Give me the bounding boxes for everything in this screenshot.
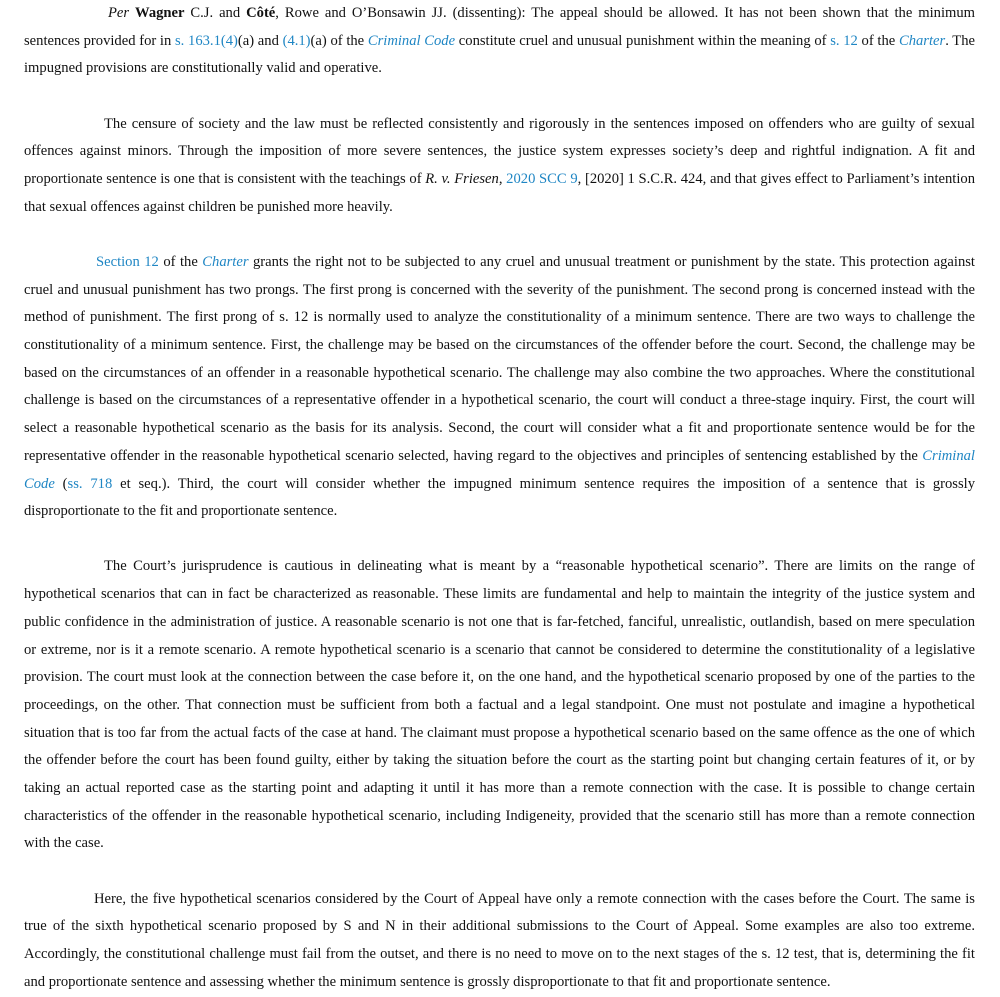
paragraph-reasonable-hypothetical — [24, 553, 975, 858]
link-charter[interactable]: Charter — [898, 32, 946, 49]
text-run: constitute cruel and unusual punishment within the meaning of — [455, 32, 831, 49]
link-section-12[interactable]: Section 12 — [96, 253, 159, 270]
link-ss-718[interactable]: ss. 718 — [67, 475, 113, 492]
paragraph-dissent-summary — [24, 0, 975, 83]
judge-name-wagner: Wagner — [135, 5, 185, 21]
link-criminal-code[interactable]: Criminal Code — [367, 32, 456, 49]
judge-name-cote: Côté — [246, 5, 276, 21]
per-word: Per — [108, 5, 130, 21]
link-s-163-1-4[interactable]: s. 163.1(4) — [175, 32, 238, 49]
paragraph-censure — [24, 111, 975, 222]
text-run: (a) of the — [310, 32, 368, 49]
text-run: Here, the five hypothetical scenarios considered by the Court of Appeal have only a remote connection with the cases before the Court. The same is true of the sixth hypothetical scenario proposed by S and N in their additional submissions to the Court of Appeal. Some examples are also too extreme. Accordingly, the constitutional challenge must fail from the outset, and there is no need to move on to the next stages of the s. 12 test, that is, determining the fit and proportionate sentence and assessing whether the minimum sentence is grossly disproportionate to that fit and proportionate sentence. — [24, 890, 975, 990]
text-run: , — [498, 171, 507, 188]
text-run: (a) and — [237, 32, 283, 49]
text-run: grants the right not to be subjected to any cruel and unusual treatment or punishment by the state. This protection against cruel and unusual punishment has two prongs. The first prong is concerned with the severity of the punishment. The second prong is concerned instead with the method of punishment. The first prong of s. 12 is normally used to analyze the constitutionality of a minimum sentence. There are two ways to challenge the constitutionality of a minimum sentence. First, the challenge may be based on the circumstances of the offender before the court. Second, the challenge may be based on the circumstances of an offender in a reasonable hypothetical scenario. The challenge may also combine the two approaches. Where the constitutional challenge is based on the circumstances of a representative offender in a hypothetical scenario, the court will conduct a three-stage inquiry. First, the court will select a reasonable hypothetical scenario as the basis for its analysis. Second, the court will consider what a fit and proportionate sentence would be for the representative offender in the reasonable hypothetical scenario selected, having regard to the objectives and principles of sentencing established by the — [24, 253, 975, 464]
text-run: ( — [54, 475, 68, 492]
text-run: , [2020] 1 S.C.R. 424, and that gives effect to Parliament’s intention that sexual offences against children be punished more heavily. — [24, 171, 976, 215]
link-4-1[interactable]: (4.1) — [282, 32, 311, 49]
text-run: C.J. and — [184, 5, 247, 21]
text-run: The censure of society and the law must be reflected consistently and rigorously in the sentences imposed on offenders who are guilty of sexual offences against minors. Through the imposition of more severe sentences, the justice system expresses society’s deep and rightful indignation. A fit and proportionate sentence is one that is consistent with the teachings of — [24, 115, 975, 188]
case-name-friesen: R. v. Friesen — [425, 171, 499, 188]
link-charter[interactable]: Charter — [202, 253, 249, 270]
link-criminal-code[interactable]: Criminal Code — [24, 447, 975, 492]
link-2020-scc-9[interactable]: 2020 SCC 9 — [506, 171, 578, 188]
text-run: of the — [158, 253, 203, 270]
text-run: et seq.). Third, the court will consider whether the impugned minimum sentence requires the imposition of a sentence that is grossly disproportionate to the fit and proportionate sentence. — [24, 475, 976, 520]
paragraph-conclusion — [24, 886, 975, 997]
text-run: , Rowe and O’Bonsawin JJ. (dissenting): The appeal should be allowed. It has not been shown that the minimum sentences provided for in — [24, 5, 975, 49]
paragraph-section-12 — [24, 249, 975, 526]
text-run: The Court’s jurisprudence is cautious in delineating what is meant by a “reasonable hypothetical scenario”. There are limits on the range of hypothetical scenarios that can in fact be characterized as reasonable. These limits are fundamental and help to maintain the integrity of the justice system and public confidence in the administration of justice. A reasonable scenario is not one that is far-fetched, fanciful, unrealistic, outlandish, based on mere speculation or extreme, nor is it a remote scenario. A remote hypothetical scenario is a scenario that cannot be considered to determine the constitutionality of a legislative provision. The court must look at the connection between the case before it, on the one hand, and the hypothetical scenario proposed by one of the parties to the proceedings, on the other. That connection must be sufficient from both a factual and a legal standpoint. One must not postulate and imagine a hypothetical situation that is too far from the actual facts of the case at hand. The claimant must propose a hypothetical scenario based on the same offence as the one of which the offender before the court has been found guilty, either by taking the situation before the court as the starting point but changing certain features of it, or by taking an actual reported case as the starting point and adapting it until it has more than a remote connection with the case. It is possible to change certain characteristics of the offender in the reasonable hypothetical scenario, including Indigeneity, provided that the scenario still has more than a remote connection with the case. — [24, 558, 975, 852]
text-run: of the — [857, 32, 899, 49]
link-s-12[interactable]: s. 12 — [830, 32, 858, 49]
text-run: . The impugned provisions are constitutionally valid and operative. — [24, 32, 975, 77]
